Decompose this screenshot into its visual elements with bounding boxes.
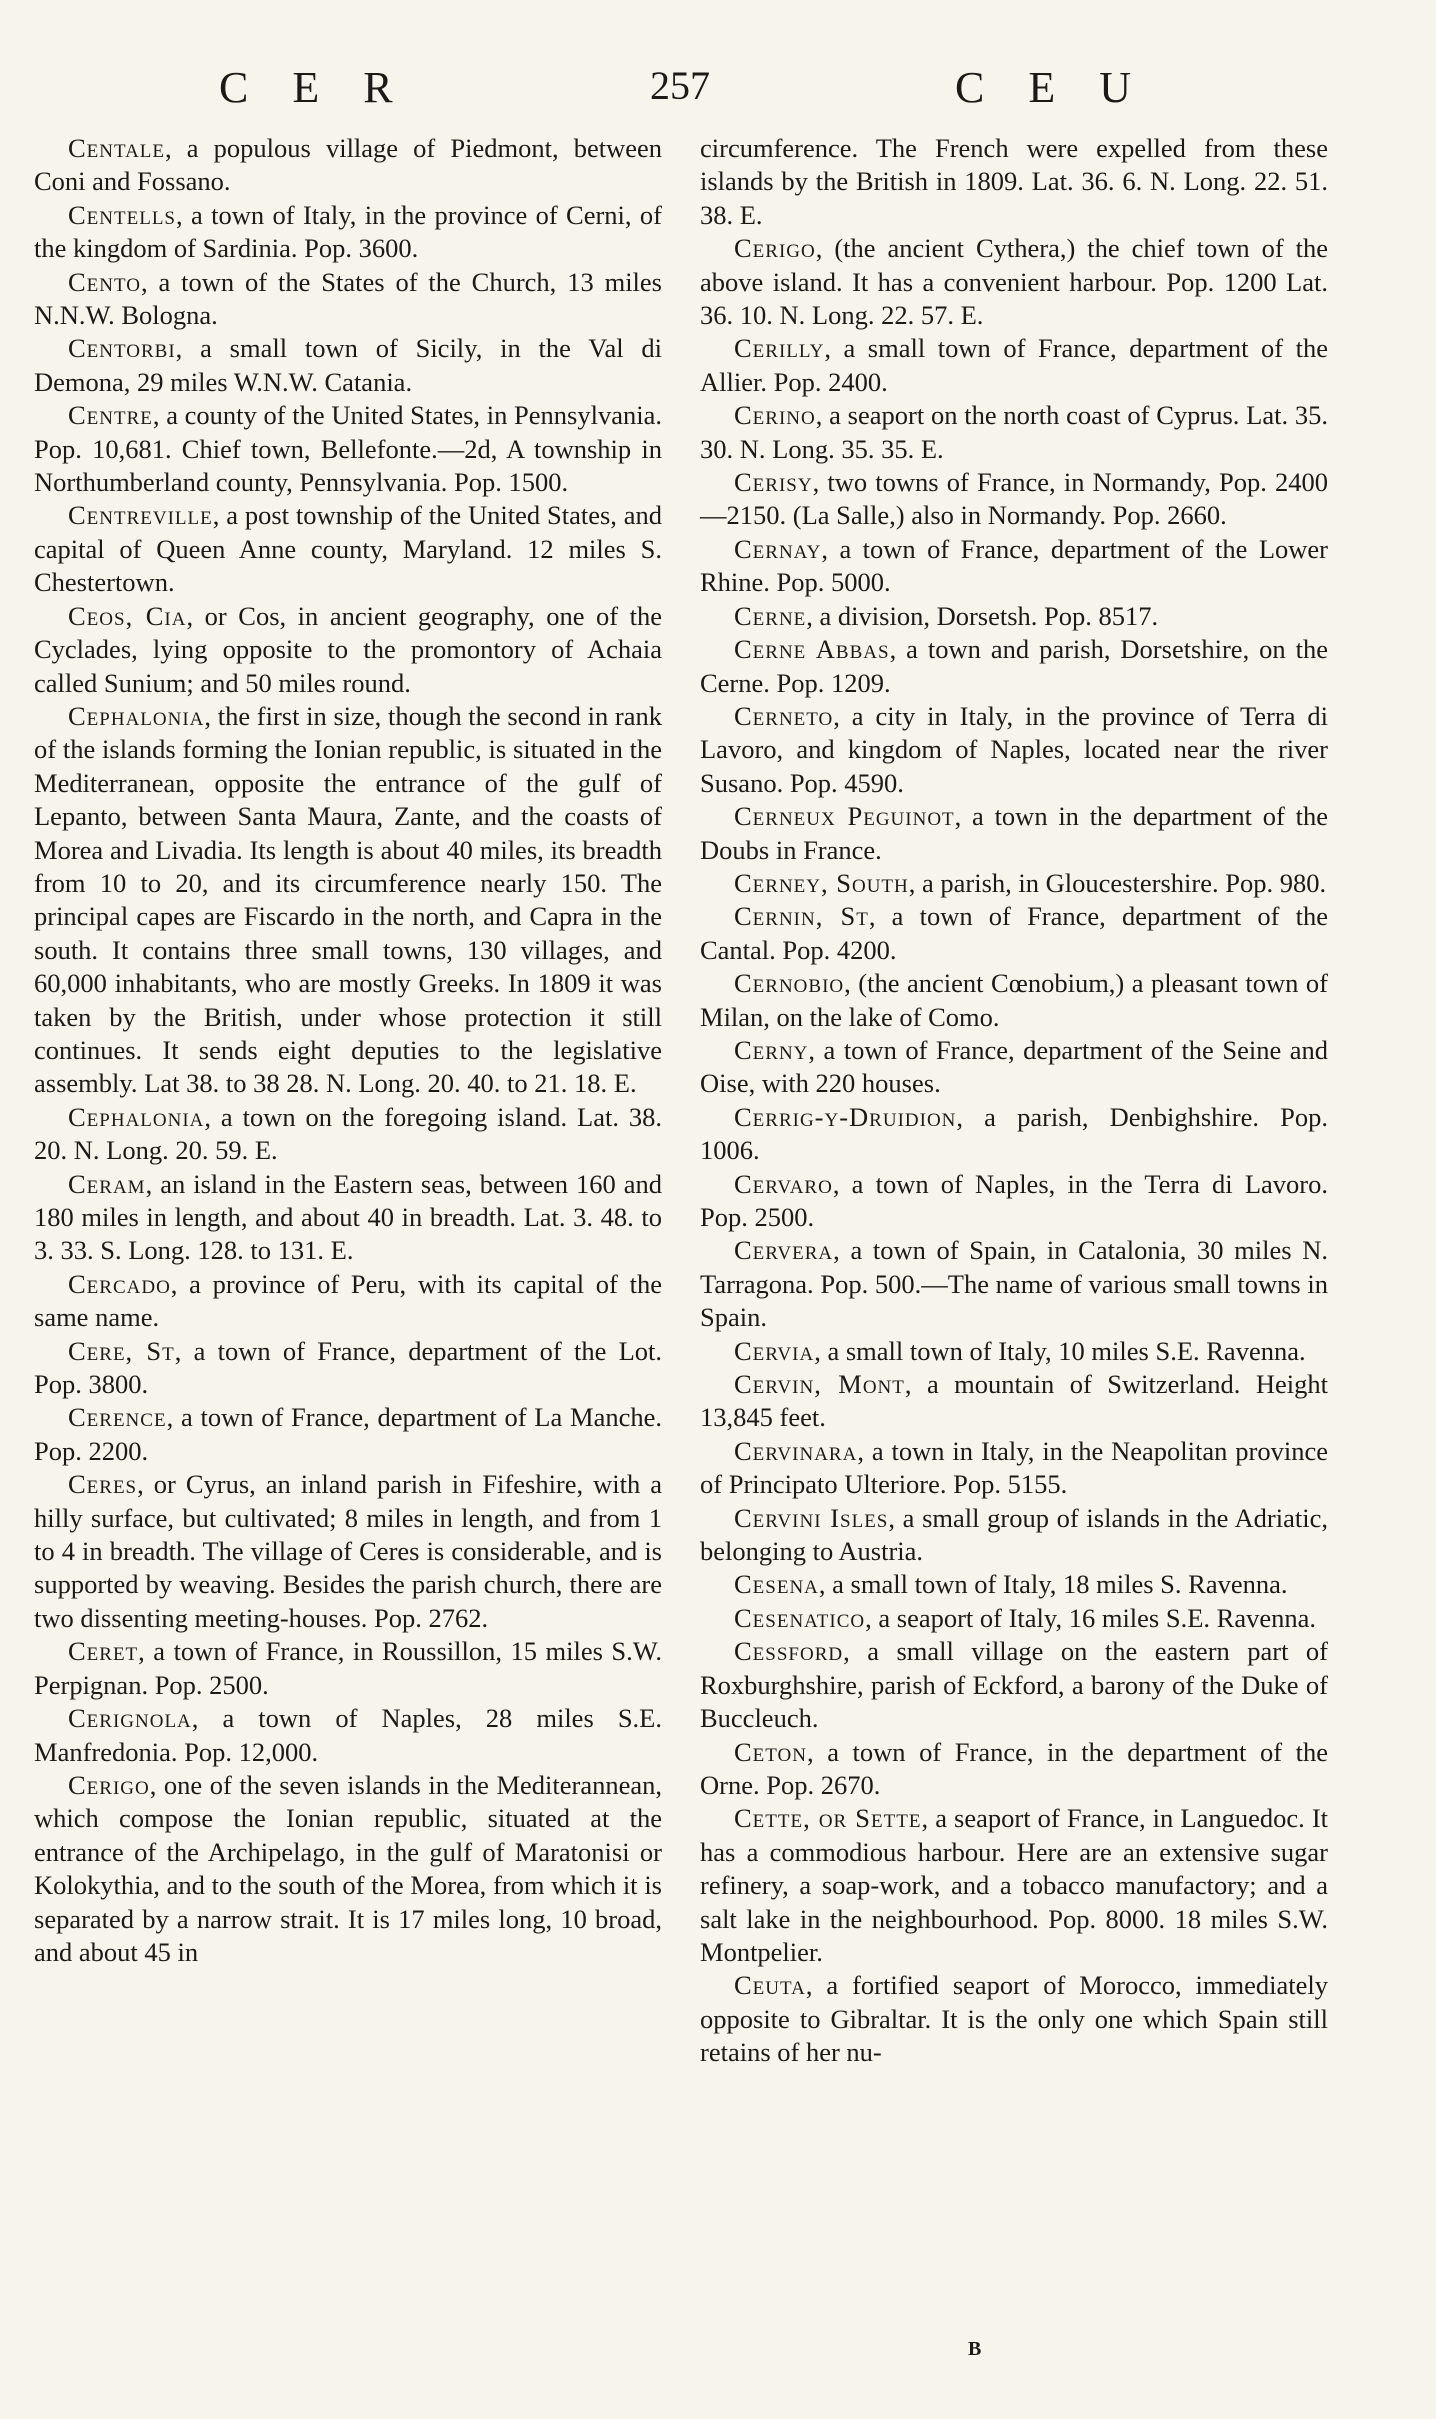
- entry-headword: Cervinara: [734, 1435, 858, 1466]
- entry-headword: Cesena: [734, 1569, 819, 1600]
- entry-headword: Cephalonia: [68, 1101, 205, 1132]
- dictionary-entry: [700, 1034, 1328, 1101]
- entry-text: , an island in the Eastern seas, between 160 and 180 miles in length, and about 40 in breadth. Lat. 3. 48. to 3. 33. S. Long. 128. to 131. E.: [34, 1168, 662, 1266]
- entry-text: , a county of the United States, in Pennsylvania. Pop. 10,681. Chief town, Bellefonte.—2d, A township in Northumberland county, Pennsylvania. Pop. 1500.: [34, 400, 662, 498]
- entry-text: , a post township of the United States, and capital of Queen Anne county, Maryland. 12 miles S. Chestertown.: [34, 500, 662, 598]
- dictionary-entry: [34, 132, 662, 199]
- entry-text: , a town of France, department of the Lot. Pop. 3800.: [34, 1335, 662, 1400]
- entry-headword: Cerne: [734, 600, 807, 631]
- dictionary-entry: [34, 266, 662, 333]
- dictionary-entry: [700, 900, 1328, 967]
- dictionary-entry: [700, 399, 1328, 466]
- entry-headword: Centells: [68, 199, 176, 230]
- entry-headword: Cerence: [68, 1402, 167, 1433]
- dictionary-entry: [700, 1635, 1328, 1735]
- entry-text: , two towns of France, in Normandy, Pop. 2400—2150. (La Salle,) also in Normandy. Pop. 2660.: [700, 467, 1328, 531]
- dictionary-entry: [700, 700, 1328, 800]
- dictionary-entry: [700, 1502, 1328, 1569]
- entry-text: , a small town of Italy, 18 miles S. Ravenna.: [818, 1569, 1288, 1600]
- entry-text: , (the ancient Cythera,) the chief town of the above island. It has a convenient harbour. Pop. 1200 Lat. 36. 10. N. Long. 22. 57. E.: [700, 233, 1328, 331]
- entry-headword: Cerisy: [734, 467, 813, 498]
- dictionary-entry: [34, 1769, 662, 1969]
- dictionary-entry: [34, 499, 662, 599]
- entry-headword: Cervin, Mont: [734, 1369, 905, 1400]
- entry-headword: Ceos, Cia: [68, 600, 187, 631]
- entry-text: , a town of Naples, 28 miles S.E. Manfredonia. Pop. 12,000.: [34, 1703, 662, 1767]
- entry-headword: Cerny: [734, 1034, 809, 1065]
- entry-text: , a town and parish, Dorsetshire, on the Cerne. Pop. 1209.: [700, 634, 1328, 698]
- entry-text: , a town of the States of the Church, 13 miles N.N.W. Bologna.: [34, 266, 662, 331]
- entry-text: , a small group of islands in the Adriatic, belonging to Austria.: [700, 1502, 1328, 1567]
- dictionary-entry: [700, 1101, 1328, 1168]
- entry-text: , a province of Peru, with its capital of the same name.: [34, 1268, 662, 1333]
- dictionary-entry: [700, 600, 1328, 633]
- entry-text: , a seaport on the north coast of Cyprus. Lat. 35. 30. N. Long. 35. 35. E.: [700, 400, 1328, 464]
- dictionary-entry: [700, 1568, 1328, 1601]
- entry-text: , a town in Italy, in the Neapolitan province of Principato Ulteriore. Pop. 5155.: [700, 1435, 1328, 1500]
- entry-headword: Cervini Isles: [734, 1502, 889, 1533]
- entry-text: , a seaport of France, in Languedoc. It has a commodious harbour. Here are an extensive sugar refinery, a soap-work, and a tobacco manufactory; and a salt lake in the neighbourhood. Pop. 8000. 18 miles S.W. Montpelier.: [700, 1803, 1329, 1967]
- entry-headword: Cervia: [734, 1335, 815, 1366]
- entry-headword: Ceres: [68, 1469, 138, 1500]
- dictionary-entry: [34, 1635, 662, 1702]
- entry-text: , a town of France, department of the Lower Rhine. Pop. 5000.: [700, 533, 1328, 598]
- entry-headword: Centre: [68, 400, 153, 431]
- entry-headword: Cerigo: [68, 1769, 150, 1800]
- entry-text: , a town of France, department of La Manche. Pop. 2200.: [34, 1402, 662, 1466]
- page-number: 257: [650, 63, 710, 108]
- dictionary-entry: [34, 700, 662, 1101]
- entry-headword: Cerrig-y-Druidion: [734, 1101, 957, 1132]
- entry-headword: Cento: [68, 266, 141, 297]
- entry-headword: Cervaro: [734, 1168, 833, 1199]
- entry-text: , a small town of Italy, 10 miles S.E. Ravenna.: [814, 1335, 1306, 1366]
- entry-text: , a small town of France, department of the Allier. Pop. 2400.: [700, 333, 1328, 397]
- dictionary-entry: [700, 1802, 1328, 1969]
- dictionary-entry: [700, 1736, 1328, 1803]
- entry-headword: Cesenatico: [734, 1602, 866, 1633]
- signature-mark: B: [968, 2338, 982, 2360]
- entry-text: , a small town of Sicily, in the Val di Demona, 29 miles W.N.W. Catania.: [34, 333, 662, 397]
- entry-text: , a town of Naples, in the Terra di Lavoro. Pop. 2500.: [700, 1168, 1328, 1232]
- running-head-right: CEU: [955, 63, 1175, 112]
- dictionary-entry: [34, 1335, 662, 1402]
- entry-text: , a parish, in Gloucestershire. Pop. 980.: [908, 867, 1327, 898]
- dictionary-entry: [700, 1168, 1328, 1235]
- entry-headword: Cerneux Peguinot: [734, 801, 955, 832]
- entry-headword: Cerneto: [734, 700, 834, 731]
- dictionary-entry: [34, 1401, 662, 1468]
- entry-headword: Centorbi: [68, 333, 176, 364]
- dictionary-entry: [34, 1702, 662, 1769]
- entry-text: , the first in size, though the second in rank of the islands forming the Ionian republic, is situated in the Mediterranean, opposite the entrance of the gulf of Lepanto, between Santa Maura, Zante, and the coasts of Morea and Livadia. Its length is about 40 miles, its breadth from 10 to 20, and its circumference nearly 150. The principal capes are Fiscardo in the north, and Capra in the south. It contains three small towns, 130 villages, and 60,000 inhabitants, who are mostly Greeks. In 1809 it was taken by the British, under whose protection it still continues. It sends eight deputies to the legislative assembly. Lat 38. to 38 28. N. Long. 20. 40. to 21. 18. E.: [34, 700, 662, 1099]
- dictionary-entry: [34, 1168, 662, 1268]
- entry-text: , a town of France, department of the Seine and Oise, with 220 houses.: [700, 1034, 1328, 1099]
- dictionary-entry: [34, 199, 662, 266]
- entry-headword: Cernin, St: [734, 901, 869, 932]
- entry-headword: Ceret: [68, 1636, 139, 1667]
- dictionary-entry: [700, 1368, 1328, 1435]
- dictionary-entry: [700, 967, 1328, 1034]
- entry-text: , a parish, Denbighshire. Pop. 1006.: [700, 1101, 1328, 1166]
- entry-headword: Cerino: [734, 400, 816, 431]
- dictionary-entry: [700, 1969, 1328, 2069]
- entry-text: , a town of France, department of the Cantal. Pop. 4200.: [700, 901, 1328, 965]
- dictionary-entry: [700, 1234, 1328, 1334]
- entry-text: , a town of France, in Roussillon, 15 miles S.W. Perpignan. Pop. 2500.: [34, 1636, 662, 1700]
- entry-headword: Cere, St: [68, 1335, 175, 1366]
- dictionary-entry: [34, 332, 662, 399]
- dictionary-entry: [700, 1602, 1328, 1635]
- right-column: [700, 132, 1328, 2070]
- entry-text: , a town on the foregoing island. Lat. 38. 20. N. Long. 20. 59. E.: [34, 1101, 662, 1166]
- dictionary-entry: [34, 1268, 662, 1335]
- entry-text: , a fortified seaport of Morocco, immediately opposite to Gibraltar. It is the only one which Spain still retains of her nu-: [700, 1970, 1328, 2068]
- entry-headword: Cerney, South: [734, 867, 909, 898]
- dictionary-entry: [34, 399, 662, 499]
- entry-text: , a small village on the eastern part of Roxburghshire, parish of Eckford, a barony of the Duke of Buccleuch.: [700, 1636, 1328, 1734]
- dictionary-entry: [700, 466, 1328, 533]
- entry-text: , a town in the department of the Doubs in France.: [700, 801, 1328, 865]
- entry-text: , one of the seven islands in the Mediterannean, which compose the Ionian republic, situated at the entrance of the Archipelago, in the gulf of Maratonisi or Kolokythia, and to the south of the Morea, from which it is separated by a narrow strait. It is 17 miles long, 10 broad, and about 45 in: [34, 1769, 662, 1967]
- entry-text: , a town of France, in the department of the Orne. Pop. 2670.: [700, 1736, 1328, 1800]
- dictionary-entry: [700, 800, 1328, 867]
- dictionary-entry: [700, 533, 1328, 600]
- dictionary-entry: [700, 232, 1328, 332]
- dictionary-entry: [34, 1468, 662, 1635]
- dictionary-entry: [700, 132, 1328, 232]
- entry-headword: Cernobio: [734, 968, 845, 999]
- dictionary-entry: [700, 1435, 1328, 1502]
- dictionary-entry: [700, 1335, 1328, 1368]
- entry-text: circumference. The French were expelled from these islands by the British in 1809. Lat. 36. 6. N. Long. 22. 51. 38. E.: [700, 133, 1328, 230]
- dictionary-entry: [34, 600, 662, 700]
- entry-headword: Ceton: [734, 1736, 807, 1767]
- running-header: [0, 62, 1436, 112]
- dictionary-entry: [34, 1101, 662, 1168]
- entry-headword: Cerne Abbas: [734, 634, 890, 665]
- entry-text: , a city in Italy, in the province of Terra di Lavoro, and kingdom of Naples, located near the river Susano. Pop. 4590.: [700, 700, 1328, 798]
- entry-text: , a town of Italy, in the province of Cerni, of the kingdom of Sardinia. Pop. 3600.: [34, 199, 662, 264]
- dictionary-entry: [700, 332, 1328, 399]
- entry-text: , a mountain of Switzerland. Height 13,845 feet.: [700, 1369, 1328, 1433]
- entry-headword: Centreville: [68, 500, 213, 531]
- entry-headword: Cercado: [68, 1268, 171, 1299]
- entry-headword: Ceram: [68, 1168, 146, 1199]
- entry-headword: Cerigo: [734, 233, 816, 264]
- entry-text: , a seaport of Italy, 16 miles S.E. Ravenna.: [865, 1602, 1317, 1633]
- left-column: [34, 132, 662, 1969]
- entry-headword: Cephalonia: [68, 700, 205, 731]
- entry-text: , (the ancient Cœnobium,) a pleasant town of Milan, on the lake of Como.: [700, 968, 1328, 1032]
- entry-headword: Cessford: [734, 1636, 844, 1667]
- dictionary-entry: [700, 633, 1328, 700]
- entry-headword: Cerilly: [734, 333, 825, 364]
- entry-text: , a populous village of Piedmont, between Coni and Fossano.: [34, 133, 662, 197]
- entry-text: , or Cyrus, an inland parish in Fifeshire, with a hilly surface, but cultivated; 8 miles in length, and from 1 to 4 in breadth. The village of Ceres is considerable, and is supported by weaving. Besides the parish church, there are two dissenting meeting-houses. Pop. 2762.: [34, 1469, 662, 1633]
- entry-headword: Centale: [68, 133, 166, 163]
- entry-text: , a division, Dorsetsh. Pop. 8517.: [806, 600, 1159, 631]
- dictionary-entry: [700, 867, 1328, 900]
- running-head-left: CER: [219, 63, 437, 112]
- entry-headword: Ceuta: [734, 1970, 806, 2001]
- entry-headword: Cette, or Sette: [734, 1803, 922, 1834]
- entry-headword: Cerignola: [68, 1703, 192, 1734]
- entry-text: , or Cos, in ancient geography, one of the Cyclades, lying opposite to the promontory of Achaia called Sunium; and 50 miles round.: [34, 600, 662, 698]
- entry-text: , a town of Spain, in Catalonia, 30 miles N. Tarragona. Pop. 500.—The name of various small towns in Spain.: [700, 1235, 1328, 1333]
- entry-headword: Cervera: [734, 1235, 834, 1266]
- entry-headword: Cernay: [734, 533, 822, 564]
